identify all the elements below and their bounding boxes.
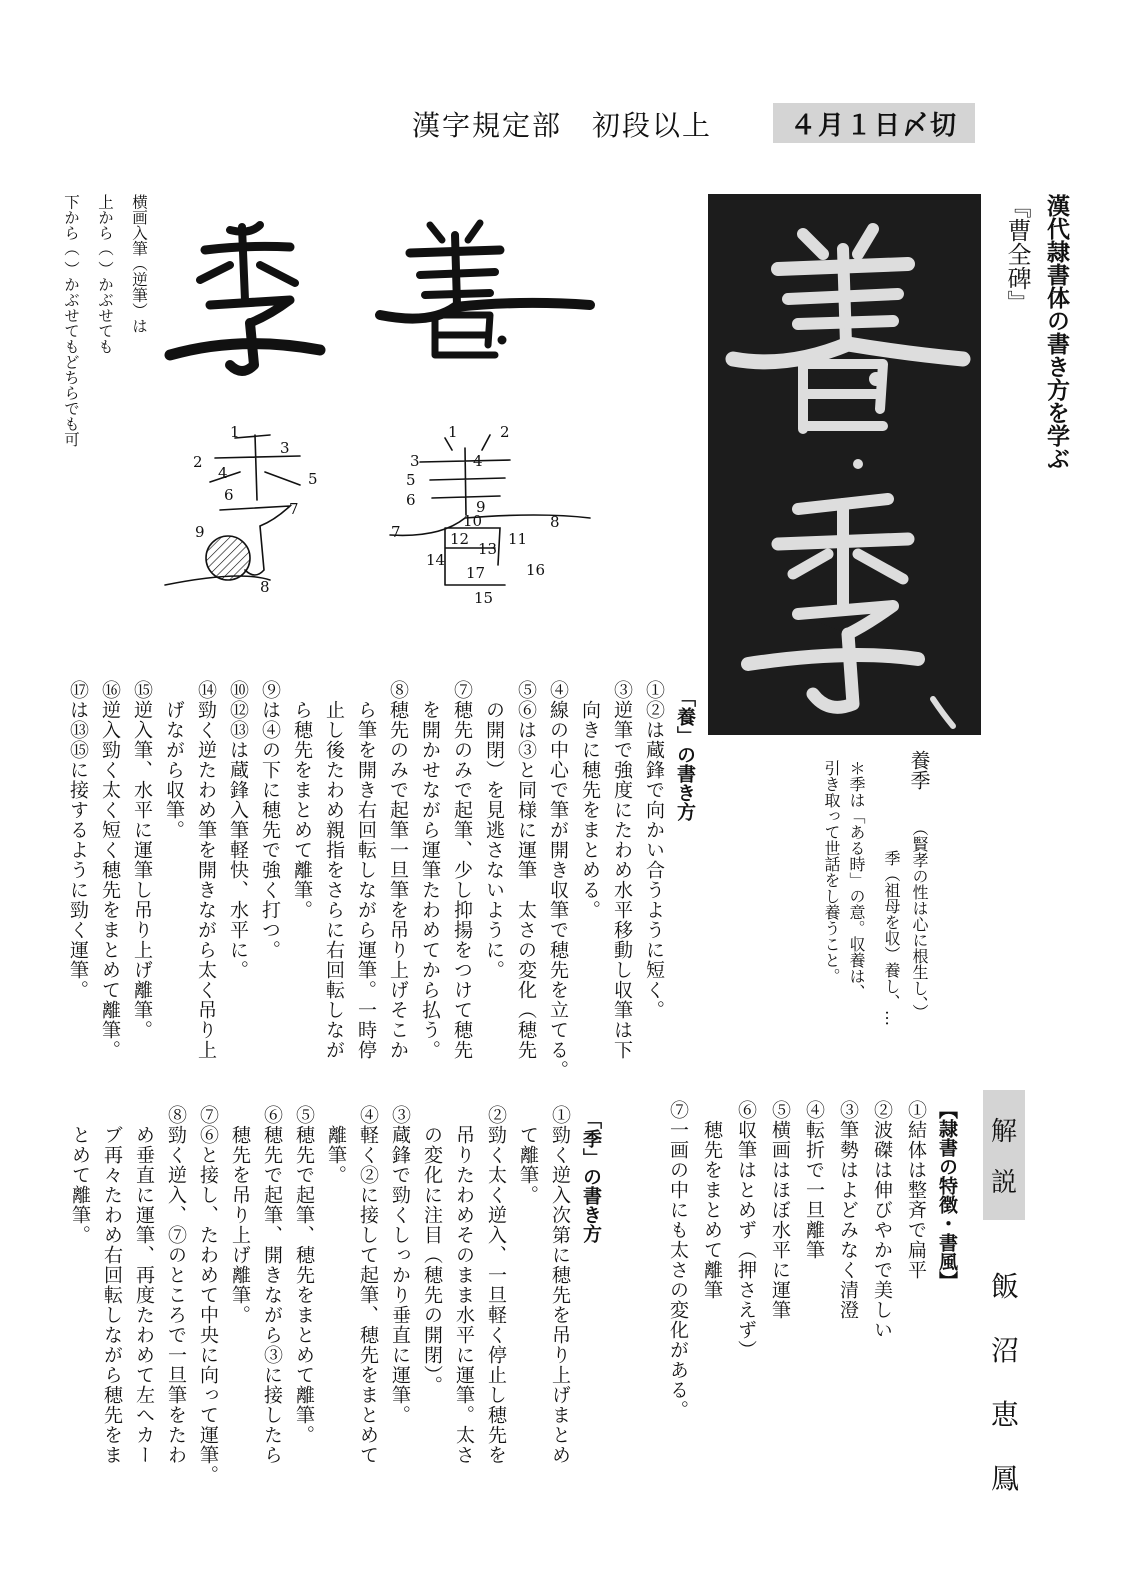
feature-line: 穂先をまとめて離筆 [701, 1100, 723, 1300]
you-line: ⑨は④の下に穂先で強く打つ。 [259, 680, 281, 960]
stroke-num: 1 [230, 423, 240, 441]
you-line: ⑮逆入筆、水平に運筆し吊り上げ離筆。 [131, 680, 153, 1040]
feature-line: ①結体は整斉で扁平 [905, 1100, 927, 1280]
stroke-num: 15 [474, 589, 494, 607]
feature-line: ⑤横画はほぼ水平に運筆 [769, 1100, 791, 1320]
page-header-title: 漢字規定部 初段以上 [412, 109, 713, 142]
commentary-label-char: 説 [990, 1168, 1017, 1198]
ki-line: ③蔵鋒で勁くしっかり垂直に運筆。 [389, 1105, 411, 1425]
ki-line: とめて離筆。 [69, 1105, 91, 1245]
gloss-word: 養季 [907, 750, 931, 790]
ki-line: 離筆。 [325, 1105, 347, 1185]
ki-line: ⑤穂先で起筆、穂先をまとめて離筆。 [293, 1105, 315, 1445]
ki-line: ブ再々たわめ右回転しながら穂先をま [101, 1105, 123, 1465]
ki-line: ⑦⑥と接し、たわめて中央に向って運筆。 [197, 1105, 219, 1485]
author-char: 沼 [990, 1334, 1019, 1367]
you-line: 止し後たわめ親指をさらに右回転しなが [323, 680, 345, 1060]
you-line: ⑤⑥は③と同様に運筆 太さの変化（穂先 [515, 680, 537, 1060]
you-line: ④線の中心で筆が開き収筆で穂先を立てる。 [547, 680, 569, 1080]
ki-line: め垂直に運筆、再度たわめて左へカー [133, 1105, 155, 1465]
lesson-title: 漢代隷書体の書き方を学ぶ [1043, 194, 1069, 470]
feature-line: ④転折で一旦離筆 [803, 1100, 825, 1260]
stroke-num: 3 [280, 439, 290, 457]
stroke-num: 8 [550, 513, 560, 531]
stroke-num: 9 [476, 498, 486, 516]
author-char: 恵 [990, 1398, 1019, 1431]
ki-line: ②勁く太く逆入、一旦軽く停止し穂先を [485, 1105, 507, 1465]
stroke-num: 16 [526, 561, 546, 579]
stroke-num: 2 [193, 453, 203, 471]
stroke-num: 4 [218, 464, 228, 482]
you-line: ⑭勁く逆たわめ筆を開きながら太く吊り上 [195, 680, 217, 1060]
gloss-meaning-line-1: （賢孝の性は心に根生し、） [910, 820, 929, 1020]
you-line: ①②は蔵鋒で向かい合うように短く。 [643, 680, 665, 1020]
you-line: ⑦穂先のみで起筆、少し抑揚をつけて穂先 [451, 680, 473, 1060]
stroke-num: 5 [406, 471, 416, 489]
stroke-num: 6 [224, 486, 234, 504]
ki-line: 吊りたわめそのまま水平に運筆。太さ [453, 1105, 475, 1465]
you-line: ③逆筆で強度にたわめ水平移動し収筆は下 [611, 680, 633, 1060]
feature-line: ③筆勢はよどみなく清澄 [837, 1100, 859, 1320]
you-line: ⑧穂先のみで起筆一旦筆を吊り上げそこか [387, 680, 409, 1060]
gloss-note-line-2: 引き取って世話をし養うこと。 [822, 760, 841, 984]
stroke-num: 4 [473, 452, 483, 470]
ki-section-heading: 「季」の書き方 [580, 1110, 602, 1243]
gloss-meaning-line-2: 季（祖母を収）養し、… [882, 850, 901, 1026]
stroke-num: 1 [448, 423, 458, 441]
you-line: 向きに穂先をまとめる。 [579, 680, 601, 920]
author-name [985, 1265, 1025, 1497]
you-line: ⑰は⑬⑮に接するように勁く運筆。 [67, 680, 89, 1000]
stroke-num: 17 [466, 564, 486, 582]
stroke-num: 12 [450, 530, 470, 548]
ki-line: て離筆。 [517, 1105, 539, 1205]
stroke-num: 7 [289, 500, 299, 518]
stroke-num: 11 [508, 530, 528, 548]
you-section-heading: 「養」の書き方 [674, 688, 696, 821]
side-note-line-3: 下から（ ）かぶせてもどちらでも可 [62, 194, 80, 447]
author-char: 鳳 [990, 1462, 1019, 1495]
ki-line: の変化に注目（穂先の開閉）。 [421, 1105, 443, 1396]
stroke-num: 2 [500, 423, 510, 441]
side-note-line-1: 横画入筆（逆筆）は [130, 194, 148, 334]
you-line: ら穂先をまとめて離筆。 [291, 680, 313, 920]
gloss-note-line-1: ＊季は「ある時」の意。収養は、 [847, 760, 866, 1000]
entry-stroke-note [50, 194, 150, 524]
you-line: を開かせながら運筆たわめてから払う。 [419, 680, 441, 1060]
you-line: げながら収筆。 [163, 680, 185, 840]
features-body [650, 1100, 928, 1440]
rubbing-glyphs [708, 194, 981, 735]
feature-line: ②波磔は伸びやかで美しい [871, 1100, 893, 1340]
feature-line: ⑥収筆はとめず（押さえず） [735, 1100, 757, 1360]
side-note-line-2: 上から（ ）かぶせても [96, 194, 114, 354]
stroke-num: 6 [406, 491, 416, 509]
ki-line: ⑥穂先で起筆、開きながら③に接したら [261, 1105, 283, 1465]
author-char: 飯 [990, 1270, 1019, 1303]
you-line: ⑯逆入勁く太く短く穂先をまとめて離筆。 [99, 680, 121, 1060]
commentary-label [983, 1090, 1025, 1220]
stroke-num: 10 [463, 512, 483, 530]
ki-line: ④軽く②に接して起筆、穂先をまとめて [357, 1105, 379, 1465]
you-line: ⑩⑫⑬は蔵鋒入筆軽快、水平に。 [227, 680, 249, 980]
stroke-num: 7 [391, 523, 401, 541]
you-line: ら筆を開き右回転しながら運筆。一時停 [355, 680, 377, 1060]
source-title: 『曹全碑』 [1003, 194, 1031, 314]
stroke-num: 14 [426, 551, 446, 569]
stroke-num: 5 [308, 470, 318, 488]
ki-line: ①勁く逆入次第に穂先を吊り上げまとめ [549, 1105, 571, 1465]
deadline-badge: ４月１日〆切 [773, 103, 975, 143]
stroke-order-diagrams [160, 420, 600, 610]
features-heading: 【隷書の特徴・書風】 [936, 1100, 958, 1290]
stroke-num: 9 [195, 523, 205, 541]
ki-line: 穂先を吊り上げ離筆。 [229, 1105, 251, 1325]
ki-section-body [60, 1105, 572, 1545]
ki-line: ⑧勁く逆入、⑦のところで一旦筆をたわ [165, 1105, 187, 1465]
stroke-num: 3 [410, 452, 420, 470]
you-line: の開閉）を見逃さないように。 [483, 680, 505, 980]
stroke-num: 8 [260, 578, 270, 596]
you-section-body [60, 680, 666, 1100]
commentary-label-char: 解 [990, 1117, 1017, 1147]
stone-rubbing-image [708, 194, 981, 735]
model-glyphs [150, 205, 610, 405]
stroke-num: 13 [478, 540, 498, 558]
feature-line: ⑦一画の中にも太さの変化がある。 [667, 1100, 689, 1420]
